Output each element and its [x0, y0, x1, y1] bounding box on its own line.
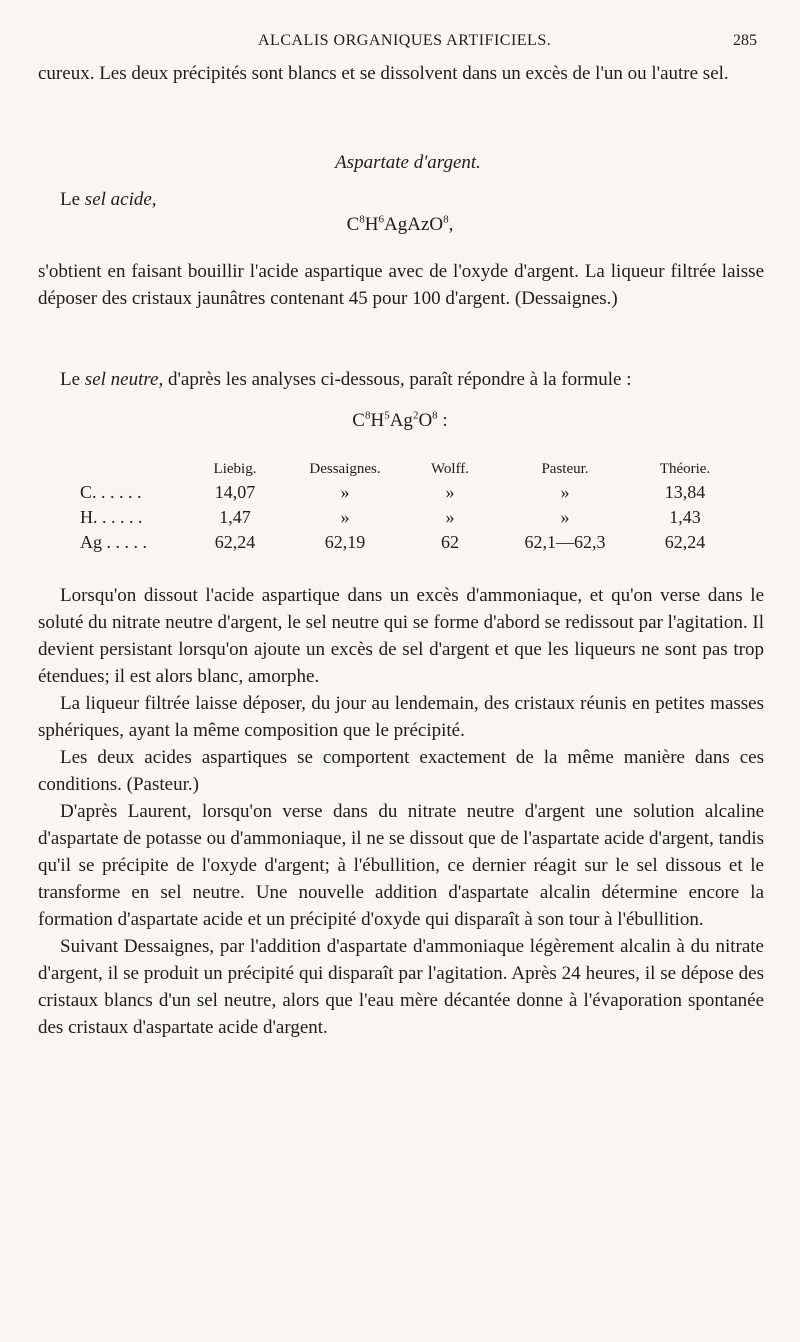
formula-sup: 2 — [412, 409, 419, 422]
neutral-salt-formula — [0, 410, 800, 432]
formula-sup: 8 — [443, 213, 449, 226]
header-cell: Dessaignes. — [309, 460, 381, 477]
paragraph-text: La liqueur filtrée laisse déposer, du jour au lendemain, des cristaux réunis en petites masses sphériques, ayant la même composition que le précipité. — [38, 693, 764, 741]
formula-sup: 8 — [432, 409, 438, 422]
page-number: 285 — [733, 32, 757, 49]
formula-part: O — [418, 410, 433, 431]
formula-sup: 8 — [364, 409, 371, 422]
running-title: ALCALIS ORGANIQUES ARTIFICIELS. — [258, 32, 552, 49]
paragraph-text: Suivant Dessaignes, par l'addition d'aspartate d'ammoniaque légèrement alcalin à du nitrate d'argent, il se produit un précipité qui disparaît par l'agitation. Après 24 heures, il se dépose des cristaux blancs d'un sel neutre, alors que l'eau mère décantée donne à l'évaporation spontanée des cristaux d'aspartate acide d'argent. — [38, 936, 764, 1038]
table-row — [80, 480, 740, 505]
header-cell: Wolff. — [430, 460, 470, 477]
value-cell: 62,19 — [324, 532, 366, 552]
header-cell: Pasteur. — [541, 460, 589, 477]
table-header-row — [80, 458, 740, 480]
formula-part: , — [448, 214, 454, 235]
value-cell: » — [560, 507, 570, 527]
value-cell: 62,1—62,3 — [524, 532, 606, 552]
paragraph-text: s'obtient en faisant bouillir l'acide aspartique avec de l'oxyde d'argent. La liqueur filtrée laisse déposer des cristaux jaunâtres contenant 45 pour 100 d'argent. (Dessaignes.) — [38, 261, 764, 309]
formula-part: AgAzO — [384, 214, 444, 235]
formula-part: Ag — [389, 410, 413, 431]
value-cell: 1,43 — [669, 507, 701, 527]
value-cell: » — [445, 482, 455, 502]
value-cell: 62,24 — [664, 532, 706, 552]
formula-part: H — [364, 214, 379, 235]
label-prefix: Le — [60, 189, 85, 210]
main-text — [38, 582, 764, 1041]
header-cell: Liebig. — [213, 460, 257, 477]
section-title: Aspartate d'argent. — [335, 152, 481, 173]
header-cell: Théorie. — [659, 460, 711, 477]
header-cell — [80, 458, 180, 480]
value-cell: 14,07 — [214, 482, 256, 502]
value-cell: » — [340, 507, 350, 527]
value-cell: 62 — [441, 532, 459, 552]
text-post: d'après les analyses ci-dessous, paraît répondre à la formule : — [163, 369, 632, 390]
paragraph-text: Lorsqu'on dissout l'acide aspartique dans un excès d'ammoniaque, et qu'on verse dans le soluté du nitrate neutre d'argent, le sel neutre qui se forme d'abord se redissout par l'agitation. Il devient persistant lorsqu'on ajoute un excès de sel d'argent et que les liqueurs ne sont pas trop étendues; il est alors blanc, amorphe. — [38, 585, 764, 687]
formula-sup: 6 — [378, 213, 385, 226]
table-row — [80, 505, 740, 530]
value-cell: 1,47 — [219, 507, 251, 527]
acid-salt-label — [38, 186, 764, 213]
text-italic: sel neutre, — [84, 369, 164, 390]
table-row — [80, 530, 740, 555]
element-cell: H. . . . . . — [80, 507, 143, 527]
analysis-table — [80, 458, 740, 555]
text-pre: Le — [60, 369, 85, 390]
page-header — [0, 32, 800, 56]
value-cell: 13,84 — [664, 482, 706, 502]
value-cell: 62,24 — [214, 532, 256, 552]
value-cell: » — [340, 482, 350, 502]
acid-salt-formula — [0, 214, 800, 236]
element-cell: Ag . . . . . — [80, 532, 147, 552]
value-cell: » — [560, 482, 570, 502]
neutral-salt-intro — [38, 366, 764, 393]
formula-sup: 8 — [359, 213, 365, 226]
formula-part: C — [346, 214, 360, 235]
formula-part: C — [352, 410, 365, 431]
element-cell: C. . . . . . — [80, 482, 142, 502]
acid-salt-paragraph — [38, 258, 764, 312]
paragraph-text: cureux. Les deux précipités sont blancs et se dissolvent dans un excès de l'un ou l'autre sel. — [38, 63, 729, 84]
formula-sup: 5 — [384, 409, 390, 422]
paragraph-text: Les deux acides aspartiques se comportent exactement de la même manière dans ces conditions. (Pasteur.) — [38, 747, 764, 795]
formula-part: : — [437, 410, 448, 431]
label-italic: sel acide, — [84, 189, 157, 210]
formula-part: H — [370, 410, 385, 431]
value-cell: » — [445, 507, 455, 527]
paragraph-text: D'après Laurent, lorsqu'on verse dans du nitrate neutre d'argent une solution alcaline d'aspartate de potasse ou d'ammoniaque, il ne se dissout que de l'aspartate acide d'argent, tandis qu'il se précipite de l'oxyde d'argent; à l'ébullition, ce dernier réagit sur le sel dissous et le transforme en sel neutre. Une nouvelle addition d'aspartate alcalin détermine encore la formation d'aspartate acide et un précipité d'oxyde qui disparaît à son tour à l'ébullition. — [38, 801, 764, 930]
opening-paragraph — [38, 60, 764, 87]
